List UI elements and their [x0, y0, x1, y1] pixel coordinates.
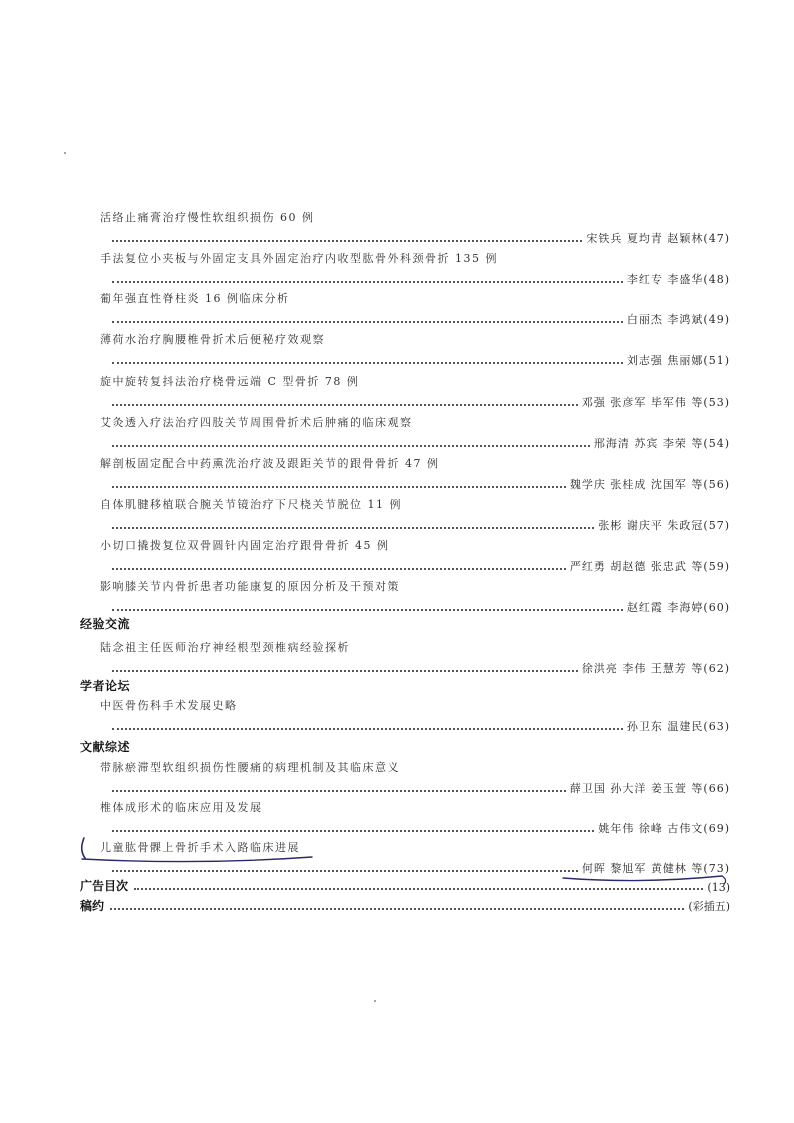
dot-leader [112, 486, 566, 488]
article-authors: 严红勇 胡赵德 张忠武 等(59) [569, 560, 730, 573]
article-title: 自体肌腱移植联合腕关节镜治疗下尺桡关节脱位 11 例 [100, 498, 402, 511]
dot-leader [134, 888, 703, 890]
dot-leader [112, 870, 578, 872]
article-authors: 白丽杰 李鸿斌(49) [626, 313, 730, 326]
toc-ads-index[interactable] [80, 878, 730, 894]
article-title: 影响膝关节内骨折患者功能康复的原因分析及干预对策 [100, 580, 400, 593]
toc-submission-notice[interactable] [80, 898, 730, 914]
article-title: 儿童肱骨髁上骨折手术入路临床进展 [100, 841, 300, 854]
submission-notice-label: 稿约 [80, 899, 105, 913]
dot-leader [112, 670, 578, 672]
article-authors: 孙卫东 温建民(63) [626, 720, 730, 733]
article-title: 带脉瘀滞型软组织损伤性腰痛的病理机制及其临床意义 [100, 761, 400, 774]
dot-leader [112, 609, 623, 611]
article-authors: 姚年伟 徐峰 古伟文(69) [598, 822, 730, 835]
dot-leader [112, 445, 590, 447]
dot-leader [112, 568, 566, 570]
dot-leader [112, 240, 582, 242]
dot-leader [112, 281, 623, 283]
article-authors: 邓强 张彦军 毕军伟 等(53) [581, 396, 730, 409]
article-title: 手法复位小夹板与外固定支具外固定治疗内收型肱骨外科颈骨折 135 例 [100, 252, 498, 265]
article-authors: 赵红霞 李海婷(60) [626, 601, 730, 614]
section-heading: 文献综述 [80, 740, 131, 754]
ads-index-page: (13) [707, 881, 730, 894]
ads-index-label: 广告目次 [80, 879, 129, 893]
dot-leader [112, 728, 623, 730]
article-title: 旋中旋转复抖法治疗桡骨远端 C 型骨折 78 例 [100, 375, 360, 388]
article-authors: 何晖 黎旭军 黄健林 等(73) [581, 862, 730, 875]
article-authors: 张彬 谢庆平 朱政冠(57) [598, 519, 730, 532]
article-title: 小切口撬拨复位双骨圆针内固定治疗跟骨骨折 45 例 [100, 539, 390, 552]
dot-leader [112, 830, 594, 832]
dot-leader [112, 321, 623, 323]
article-title: 艾灸透入疗法治疗四肢关节周围骨折术后肿痛的临床观察 [100, 416, 413, 429]
article-title: 解剖板固定配合中药熏洗治疗波及跟距关节的跟骨骨折 47 例 [100, 457, 440, 470]
submission-notice-page: (彩插五) [688, 900, 730, 913]
article-title: 葡年强直性脊柱炎 16 例临床分析 [100, 292, 290, 305]
dot-leader [110, 908, 684, 910]
article-title: 薄荷水治疗胸腰椎骨折术后便秘疗效观察 [100, 333, 325, 346]
article-authors: 徐洪亮 李伟 王慧芳 等(62) [581, 662, 730, 675]
dot-leader [112, 527, 594, 529]
article-authors: 薛卫国 孙大洋 姜玉萱 等(66) [569, 782, 730, 795]
article-title: 中医骨伤科手术发展史略 [100, 699, 238, 712]
dot-leader [112, 790, 566, 792]
article-authors: 刘志强 焦丽娜(51) [626, 354, 730, 367]
article-title: 椎体成形术的临床应用及发展 [100, 801, 263, 814]
article-authors: 宋铁兵 夏均青 赵颖林(47) [586, 232, 730, 245]
dot-leader [112, 404, 578, 406]
scan-speck [374, 1000, 376, 1002]
section-heading: 学者论坛 [80, 679, 131, 693]
dot-leader [112, 362, 623, 364]
article-title: 陆念祖主任医师治疗神经根型颈椎病经验探析 [100, 641, 350, 654]
article-authors: 魏学庆 张桂成 沈国军 等(56) [569, 478, 730, 491]
article-title: 活络止痛膏治疗慢性软组织损伤 60 例 [100, 211, 315, 224]
section-heading: 经验交流 [80, 617, 131, 631]
article-authors: 李红专 李盛华(48) [626, 273, 730, 286]
scan-speck [64, 152, 66, 154]
article-authors: 邢海清 苏宾 李荣 等(54) [593, 437, 730, 450]
